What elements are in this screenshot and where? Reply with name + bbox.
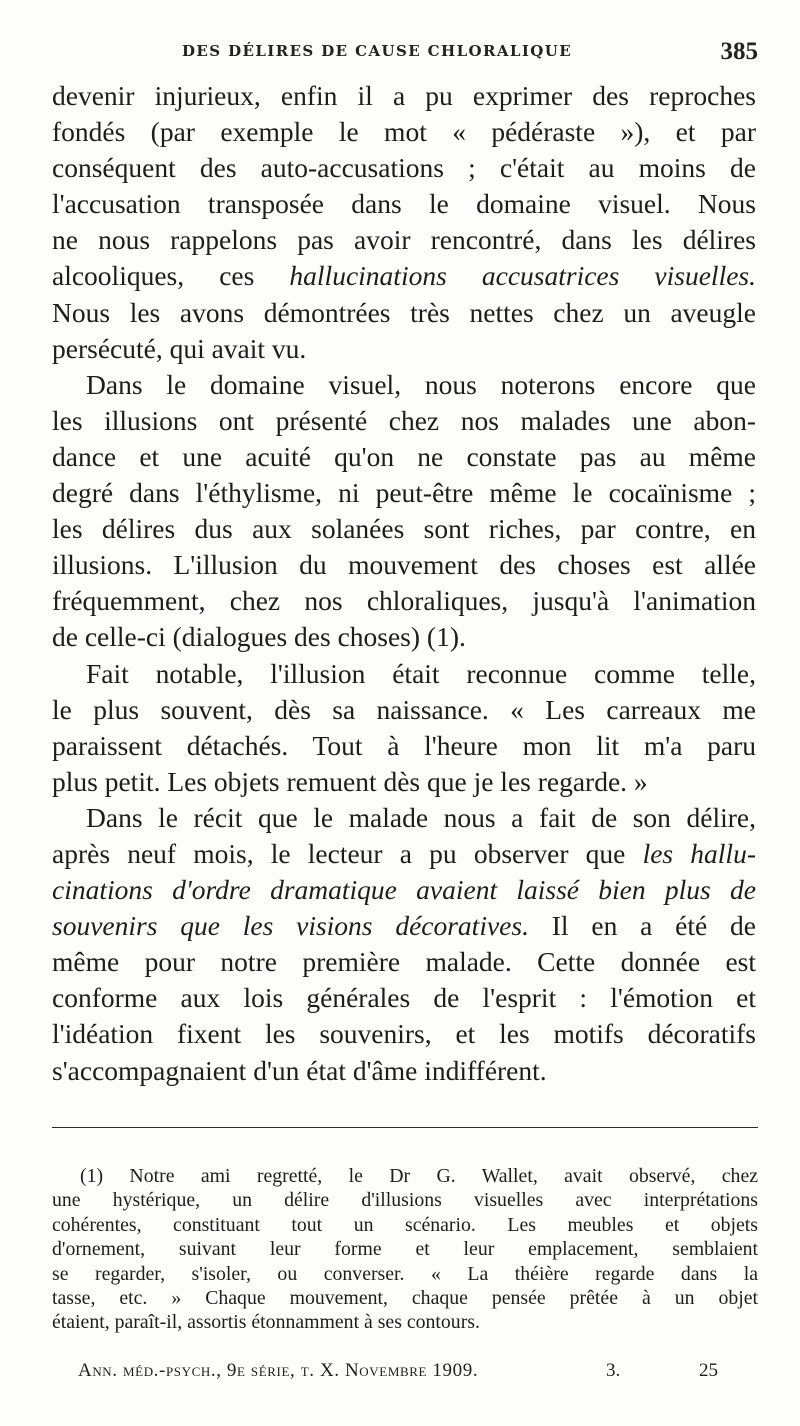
text-line — [52, 836, 756, 872]
text-line: fréquemment, chez nos chloraliques, jusqu'à l'animation — [52, 585, 756, 617]
printer-signature — [78, 1360, 718, 1390]
text-roman: Il en a été de — [528, 910, 757, 942]
footnote-line: se regarder, s'isoler, ou converser. « La théière regarde dans la — [52, 1262, 758, 1285]
running-title: DES DÉLIRES DE CAUSE CHLORALIQUE — [182, 42, 573, 60]
text-roman: alcooliques, ces — [52, 260, 290, 292]
text-line: Nous les avons démontrées très nettes chez un aveugle — [52, 296, 756, 328]
text-line: illusions. L'illusion du mouvement des choses est allée — [52, 549, 756, 581]
footnote-line: étaient, paraît-il, assortis étonnamment à ses contours. — [52, 1311, 480, 1334]
text-line: le plus souvent, dès sa naissance. « Les carreaux me — [52, 693, 756, 725]
footnote-line: d'ornement, suivant leur forme et leur emplacement, semblaient — [52, 1238, 758, 1261]
text-line: l'accusation transposée dans le domaine visuel. Nous — [52, 188, 756, 220]
sheet-mark: 3. — [606, 1360, 621, 1381]
text-line: les illusions ont présenté chez nos malades une abon- — [52, 404, 756, 436]
footnote-line: une hystérique, un délire d'illusions visuelles avec interprétations — [52, 1189, 758, 1212]
signature-number: 25 — [699, 1360, 718, 1381]
text-line: les délires dus aux solanées sont riches, par contre, en — [52, 513, 756, 545]
text-line: Dans le récit que le malade nous a fait de son délire, — [86, 801, 756, 833]
text-line: degré dans l'éthylisme, ni peut-être même le cocaïnisme ; — [52, 477, 756, 509]
text-line: conséquent des auto-accusations ; c'était au moins de — [52, 152, 756, 184]
text-line: dance et une acuité qu'on ne constate pas au même — [52, 440, 756, 472]
text-line: devenir injurieux, enfin il a pu exprimer des reproches — [52, 80, 756, 111]
text-italic: les hallu- — [642, 837, 756, 869]
text-line — [52, 258, 756, 294]
text-line: même pour notre première malade. Cette donnée est — [52, 946, 756, 978]
footnote-line: cohérentes, constituant tout un scénario. Les meubles et objets — [52, 1213, 758, 1236]
text-line — [52, 872, 756, 908]
footnote — [52, 1164, 758, 1335]
text-line — [52, 908, 756, 944]
text-line: Fait notable, l'illusion était reconnue comme telle, — [86, 657, 756, 689]
text-line: conforme aux lois générales de l'esprit : l'émotion et — [52, 982, 756, 1014]
text-line: de celle-ci (dialogues des choses) (1). — [52, 621, 466, 653]
text-line: l'idéation fixent les souvenirs, et les motifs décoratifs — [52, 1018, 756, 1050]
text-line: plus petit. Les objets remuent dès que je les regarde. » — [52, 765, 648, 797]
footnote-line: (1) Notre ami regretté, le Dr G. Wallet, avait observé, chez — [80, 1165, 758, 1187]
journal-reference: Ann. méd.-psych., 9e série, t. X. Novembre 1909. — [78, 1360, 479, 1381]
text-italic: souvenirs que les visions décoratives. — [52, 910, 529, 942]
running-head — [52, 38, 758, 64]
text-line: paraissent détachés. Tout à l'heure mon lit m'a paru — [52, 729, 756, 761]
footnote-line: tasse, etc. » Chaque mouvement, chaque pensée prêtée à un objet — [52, 1286, 758, 1309]
text-line: Dans le domaine visuel, nous noterons encore que — [86, 368, 756, 400]
page-number: 385 — [720, 38, 758, 65]
text-italic: hallucinations accusatrices visuelles. — [289, 260, 756, 292]
text-line: ne nous rappelons pas avoir rencontré, dans les délires — [52, 224, 756, 256]
text-line: fondés (par exemple le mot « pédéraste »), et par — [52, 116, 756, 148]
text-roman: après neuf mois, le lecteur a pu observer que — [52, 837, 643, 869]
body-text — [52, 78, 756, 1089]
text-line: s'accompagnaient d'un état d'âme indifférent. — [52, 1054, 547, 1086]
text-italic: cinations d'ordre dramatique avaient laissé bien plus de — [52, 874, 756, 906]
text-line: persécuté, qui avait vu. — [52, 332, 307, 364]
footnote-rule — [52, 1127, 758, 1128]
